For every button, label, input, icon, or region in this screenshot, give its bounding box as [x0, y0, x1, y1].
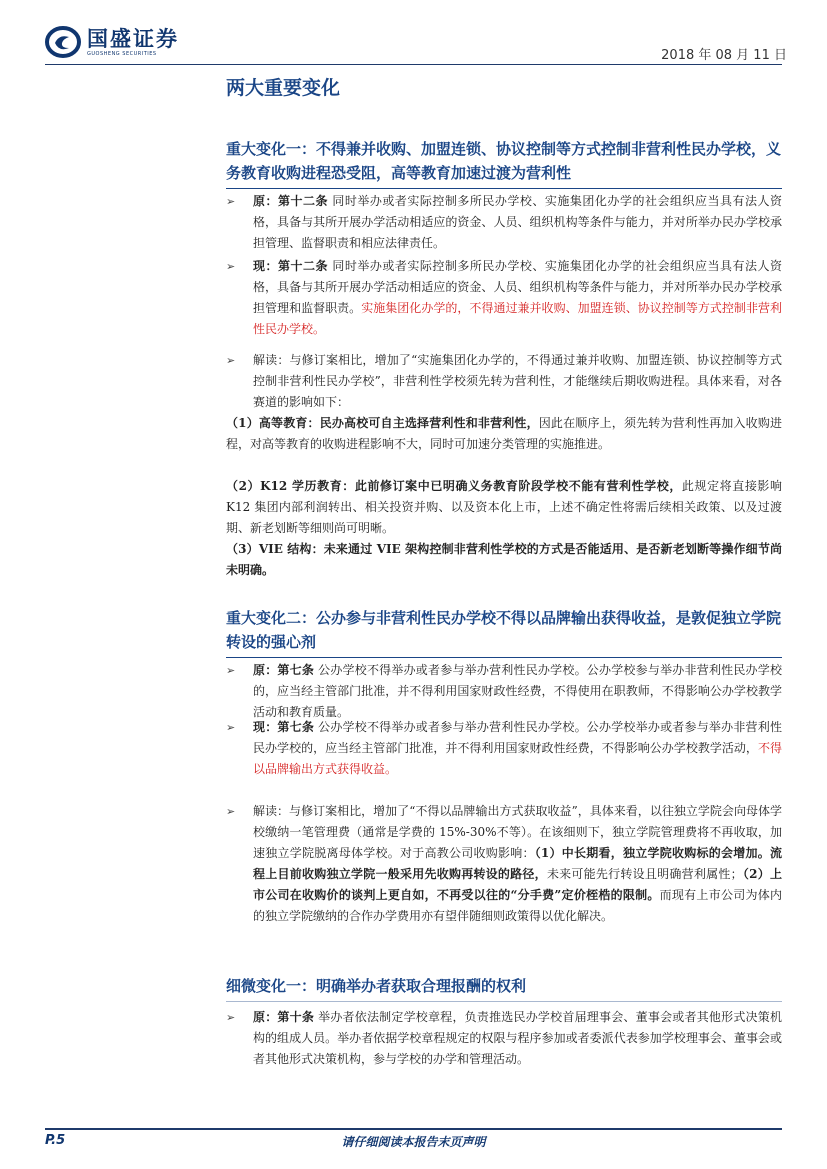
clause-highlight: 不得以品牌输出方式获得收益。 — [253, 741, 782, 776]
report-date: 2018 年 08 月 11 日 — [661, 48, 787, 63]
point-text: 未来可能先行转设且明确营利属性； — [546, 867, 743, 881]
footer-divider — [45, 1128, 782, 1130]
clause-label: 现：第七条 — [253, 720, 315, 734]
interpretation-text: 解读：与修订案相比，增加了“不得以品牌输出方式获取收益”，具体来看，以往独立学院会向母体学校缴纳一笔管理费（通常是学费的 15%-30%不等）。在该细则下，独立学院管理费将不再收取，加速独立学院脱离母体学校。对于高教公司收购影响： — [253, 804, 782, 860]
point-heading: （2）K12 学历教育：此前修订案中已明确义务教育阶段学校不能有营利性学校， — [226, 479, 682, 493]
change1-point-vie — [226, 539, 782, 581]
minor1-original-clause — [226, 1007, 782, 1070]
point-heading: （1）高等教育：民办高校可自主选择营利性和非营利性， — [226, 416, 539, 430]
section-title: 两大重要变化 — [226, 77, 341, 99]
brand-logo-icon — [45, 26, 81, 58]
clause-text: 公办学校不得举办或者参与举办营利性民办学校。公办学校举办或者参与举办非营利性民办学校的，应当经主管部门批准，并不得利用国家财政性经费，不得影响公办学校教学活动， — [253, 720, 782, 755]
clause-highlight: 实施集团化办学的，不得通过兼并收购、加盟连锁、协议控制等方式控制非营利性民办学校。 — [253, 301, 782, 336]
clause-text: 举办者依法制定学校章程，负责推选民办学校首届理事会、董事会或者其他形式决策机构的组成人员。举办者依据学校章程规定的权限与程序参加或者委派代表参加学校理事会、董事会或者其他形式决策机构，参与学校的办学和管理活动。 — [253, 1010, 782, 1066]
brand-name-en: GUOSHENG SECURITIES — [87, 51, 157, 57]
page-number: P.5 — [45, 1133, 66, 1148]
arrow-bullet-icon: ➢ — [226, 354, 236, 367]
point-heading: （1）中长期看，独立学院收购标的会增加。流程上目前收购独立学院一般采用先收购再转设的路径， — [253, 846, 782, 881]
change1-interpretation — [226, 350, 782, 413]
header-divider — [45, 64, 782, 65]
change1-point-k12 — [226, 476, 782, 539]
change1-current-clause — [226, 256, 782, 340]
point-heading: （3）VIE 结构：未来通过 VIE 架构控制非营利性学校的方式是否能适用、是否新老划断等操作细节尚未明确。 — [226, 542, 782, 577]
change2-original-clause — [226, 660, 782, 723]
page-header — [0, 0, 827, 70]
point-text: 此规定将直接影响 K12 集团内部利润转出、相关投资并购、以及资本化上市，上述不确定性将需后续相关政策、以及过渡期、新老划断等细则尚可明晰。 — [226, 479, 782, 535]
clause-label: 原：第十条 — [253, 1010, 315, 1024]
change2-current-clause — [226, 717, 782, 780]
arrow-bullet-icon: ➢ — [226, 195, 236, 208]
change1-original-clause — [226, 191, 782, 254]
clause-text: 公办学校不得举办或者参与举办营利性民办学校。公办学校参与举办非营利性民办学校的，应当经主管部门批准，并不得利用国家财政性经费，不得使用在职教师，不得影响公办学校教学活动和教育质量。 — [253, 663, 782, 719]
brand-name-cn: 国盛证券 — [87, 27, 179, 51]
change1-heading: 重大变化一：不得兼并收购、加盟连锁、协议控制等方式控制非营利性民办学校，义务教育收购进程恐受阻，高等教育加速过渡为营利性 — [226, 137, 782, 189]
minor1-heading: 细微变化一：明确举办者获取合理报酬的权利 — [226, 974, 782, 1002]
arrow-bullet-icon: ➢ — [226, 721, 236, 734]
clause-label: 原：第七条 — [253, 663, 315, 677]
change2-interpretation — [226, 801, 782, 927]
point-text: 因此在顺序上，须先转为营利性再加入收购进程，对高等教育的收购进程影响不大，同时可加速分类管理的实施推进。 — [226, 416, 782, 451]
interpretation-text: 解读：与修订案相比，增加了“实施集团化办学的，不得通过兼并收购、加盟连锁、协议控制等方式控制非营利性民办学校”，非营利性学校须先转为营利性，才能继续后期收购进程。具体来看，对各赛道的影响如下： — [253, 353, 782, 409]
change1-point-higher-ed — [226, 413, 782, 455]
point-heading: （2）上市公司在收购价的谈判上更自如，不再受以往的“分手费”定价桎梏的限制。 — [253, 867, 782, 902]
arrow-bullet-icon: ➢ — [226, 664, 236, 677]
clause-label: 原：第十二条 — [253, 194, 329, 208]
arrow-bullet-icon: ➢ — [226, 1011, 236, 1024]
clause-text: 同时举办或者实际控制多所民办学校、实施集团化办学的社会组织应当具有法人资格，具备与其所开展办学活动相适应的资金、人员、组织机构等条件与能力，并对所举办民办学校承担管理和监督职责。 — [253, 259, 782, 315]
clause-text: 同时举办或者实际控制多所民办学校、实施集团化办学的社会组织应当具有法人资格，具备与其所开展办学活动相适应的资金、人员、组织机构等条件与能力，并对所举办民办学校承担管理、监督职责和相应法律责任。 — [253, 194, 782, 250]
brand-logo — [45, 26, 179, 58]
change2-heading: 重大变化二：公办参与非营利性民办学校不得以品牌输出获得收益，是敦促独立学院转设的强心剂 — [226, 606, 782, 658]
arrow-bullet-icon: ➢ — [226, 260, 236, 273]
arrow-bullet-icon: ➢ — [226, 805, 236, 818]
clause-label: 现：第十二条 — [253, 259, 329, 273]
footer-disclaimer: 请仔细阅读本报告末页声明 — [341, 1135, 486, 1149]
point-text: 而现有上市公司为体内的独立学院缴纳的合作办学费用亦有望伴随细则政策得以优化解决。 — [253, 888, 782, 923]
